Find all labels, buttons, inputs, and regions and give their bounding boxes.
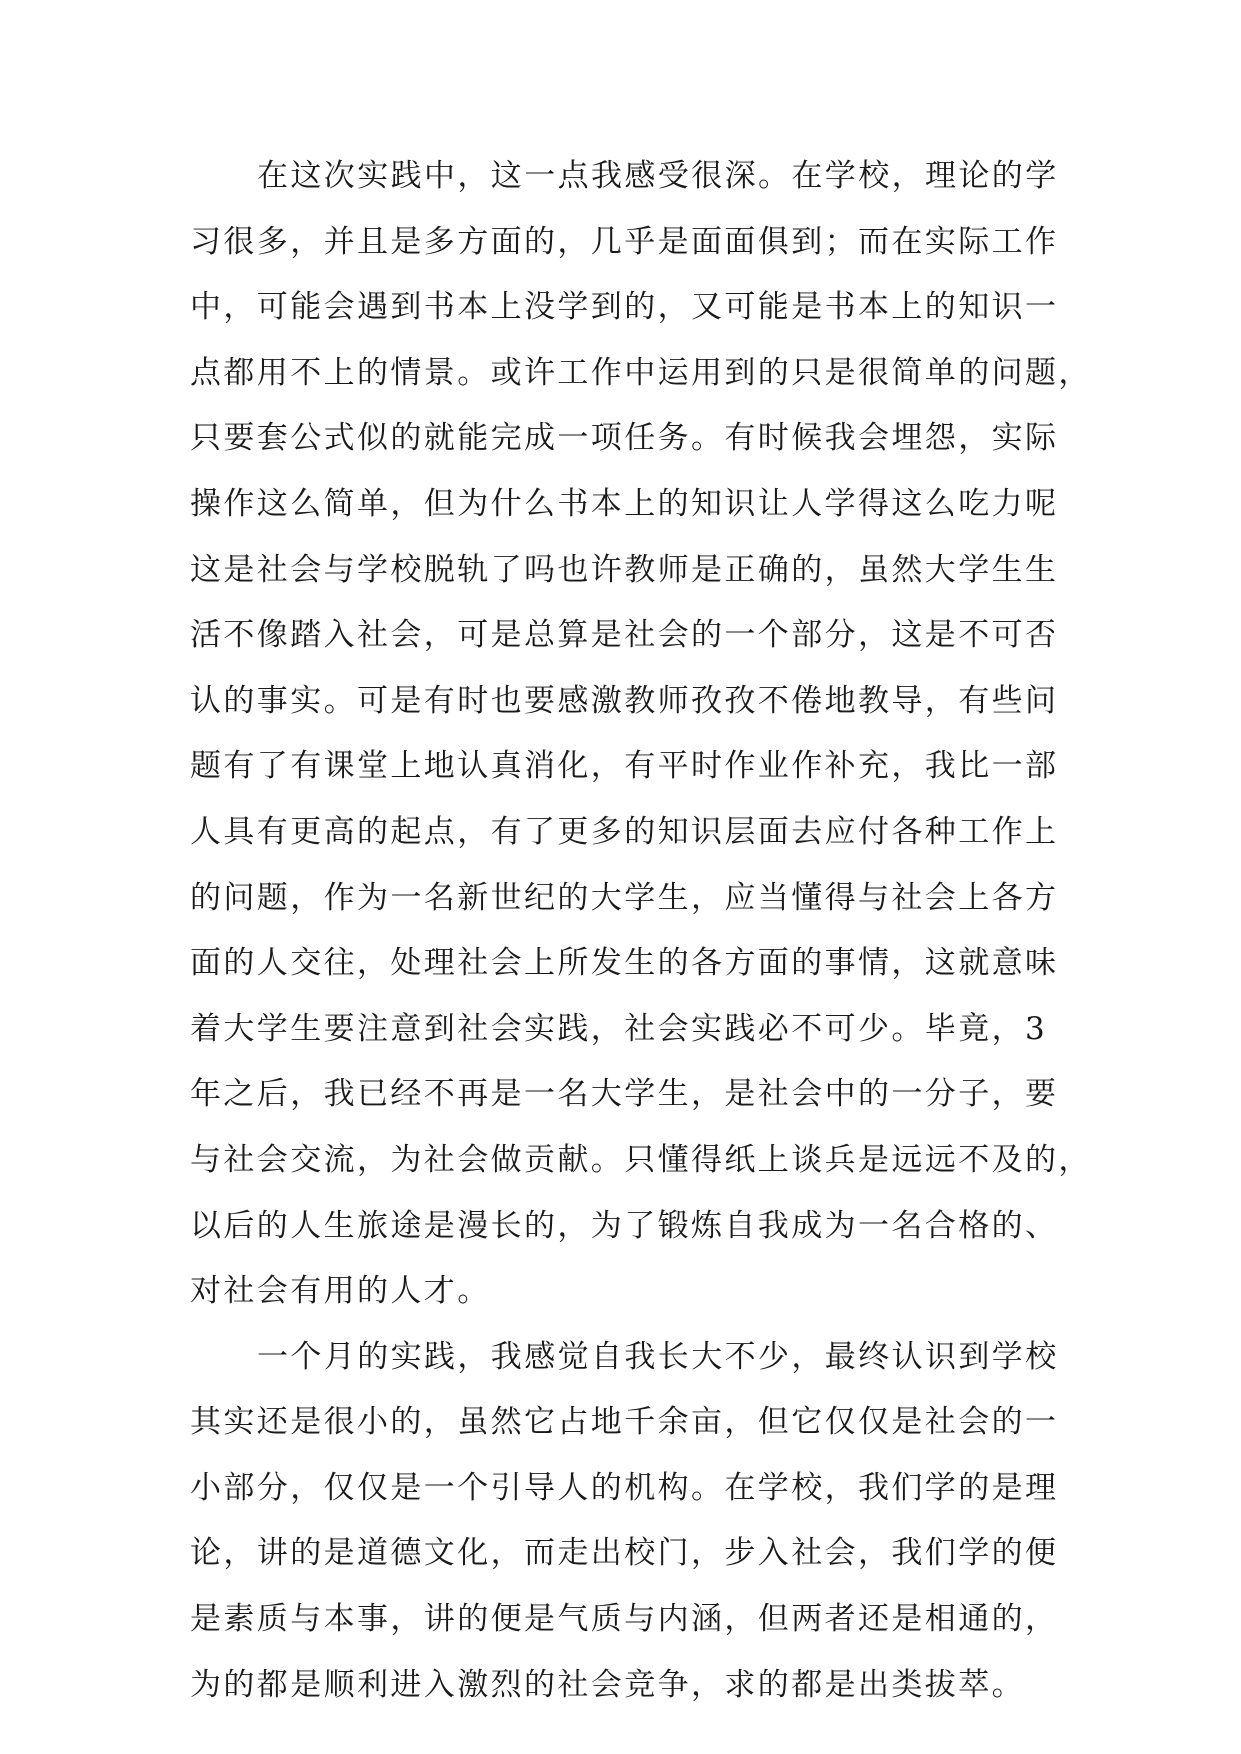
document-body [190,154,1092,1728]
text-line: 年之后，我已经不再是一名大学生，是社会中的一分子，要 [190,1076,1059,1113]
text-line: 论，讲的是道德文化，而走出校门，步入社会，我们学的便 [190,1535,1059,1572]
text-line: 点都用不上的情景。或许工作中运用到的只是很简单的问题， [190,354,1092,391]
text-line: 为的都是顺利进入激烈的社会竞争，求的都是出类拔萃。 [190,1666,1025,1703]
text-line: 是素质与本事，讲的便是气质与内涵，但两者还是相通的， [190,1601,1059,1638]
text-line: 的问题，作为一名新世纪的大学生，应当懂得与社会上各方 [190,879,1059,916]
text-line: 中，可能会遇到书本上没学到的，又可能是书本上的知识一 [190,289,1059,326]
paragraph-2 [190,1335,1059,1707]
text-line: 其实还是很小的，虽然它占地千余亩，但它仅仅是社会的一 [190,1404,1059,1441]
text-line: 习很多，并且是多方面的，几乎是面面俱到；而在实际工作 [190,223,1059,260]
paragraph-1 [190,154,1092,1313]
text-line: 这是社会与学校脱轨了吗也许教师是正确的，虽然大学生生 [190,551,1059,588]
text-line: 认的事实。可是有时也要感激教师孜孜不倦地教导，有些问 [190,682,1059,719]
text-line: 小部分，仅仅是一个引导人的机构。在学校，我们学的是理 [190,1469,1059,1506]
text-line: 题有了有课堂上地认真消化，有平时作业作补充，我比一部 [190,748,1059,785]
text-line: 面的人交往，处理社会上所发生的各方面的事情，这就意味 [190,945,1059,982]
text-line: 在这次实践中，这一点我感受很深。在学校，理论的学 [257,158,1059,194]
text-line: 人具有更高的起点，有了更多的知识层面去应付各种工作上 [190,813,1059,850]
text-line: 操作这么简单，但为什么书本上的知识让人学得这么吃力呢 [190,485,1059,522]
text-line: 与社会交流，为社会做贡献。只懂得纸上谈兵是远远不及的， [190,1141,1092,1178]
text-line: 着大学生要注意到社会实践，社会实践必不可少。毕竟，3 [190,1010,1048,1047]
text-line: 对社会有用的人才。 [190,1273,491,1310]
text-line: 活不像踏入社会，可是总算是社会的一个部分，这是不可否 [190,617,1059,654]
text-line: 一个月的实践，我感觉自我长大不少，最终认识到学校 [257,1338,1059,1375]
text-line: 只要套公式似的就能完成一项任务。有时候我会埋怨，实际 [190,420,1059,457]
text-line: 以后的人生旅途是漫长的，为了锻炼自我成为一名合格的、 [190,1207,1059,1244]
